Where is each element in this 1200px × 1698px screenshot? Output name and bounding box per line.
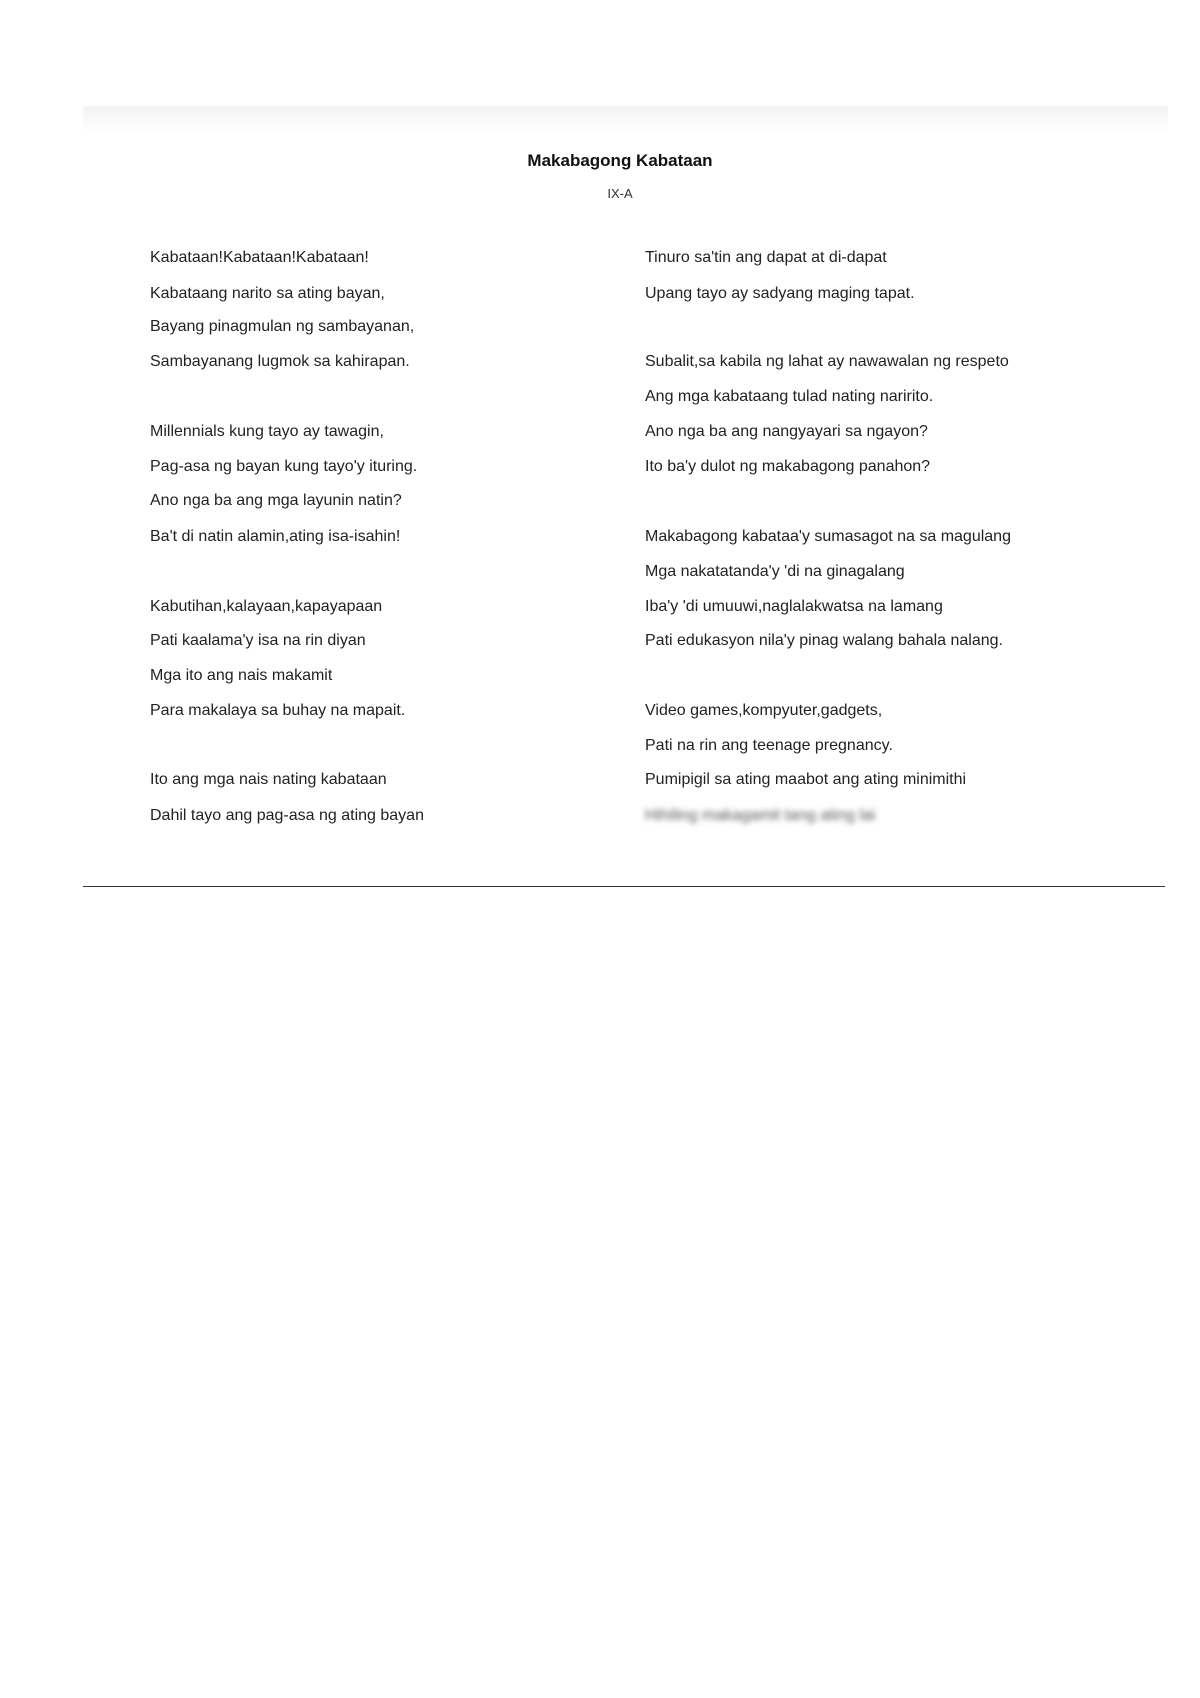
poem-line: Mga ito ang nais makamit <box>150 667 333 684</box>
poem-line: Subalit,sa kabila ng lahat ay nawawalan ng respeto <box>645 353 1009 370</box>
poem-line: Dahil tayo ang pag-asa ng ating bayan <box>150 807 424 824</box>
poem-line: Kabutihan,kalayaan,kapayapaan <box>150 598 383 615</box>
poem-line: Pati na rin ang teenage pregnancy. <box>645 737 893 754</box>
poem-line: Ano nga ba ang mga layunin natin? <box>150 492 402 509</box>
poem-line: Millennials kung tayo ay tawagin, <box>150 423 384 440</box>
poem-line: Kabataang narito sa ating bayan, <box>150 285 385 302</box>
poem-line: Pati kaalama'y isa na rin diyan <box>150 632 366 649</box>
poem-line: Sambayanang lugmok sa kahirapan. <box>150 353 410 370</box>
poem-line: Ang mga kabataang tulad nating naririto. <box>645 388 934 405</box>
poem-line: Tinuro sa'tin ang dapat at di-dapat <box>645 249 887 266</box>
page-top-shade <box>83 106 1168 134</box>
horizontal-divider <box>83 886 1165 887</box>
poem-line: Iba'y 'di umuuwi,naglalakwatsa na lamang <box>645 598 943 615</box>
poem-line-blurred: Hihiling makagamit tang ating lai <box>645 807 876 824</box>
poem-line: Pati edukasyon nila'y pinag walang bahala nalang. <box>645 632 1003 649</box>
poem-line: Mga nakatatanda'y 'di na ginagalang <box>645 563 905 580</box>
poem-line: Makabagong kabataa'y sumasagot na sa magulang <box>645 528 1011 545</box>
poem-line: Ito ang mga nais nating kabataan <box>150 771 387 788</box>
poem-title: Makabagong Kabataan <box>527 151 713 170</box>
poem-line: Bayang pinagmulan ng sambayanan, <box>150 318 415 335</box>
poem-line: Pumipigil sa ating maabot ang ating minimithi <box>645 771 967 788</box>
poem-line: Para makalaya sa buhay na mapait. <box>150 702 406 719</box>
poem-line: Kabataan!Kabataan!Kabataan! <box>150 249 369 266</box>
poem-line: Ito ba'y dulot ng makabagong panahon? <box>645 458 931 475</box>
poem-line: Ba't di natin alamin,ating isa-isahin! <box>150 528 401 545</box>
poem-line: Ano nga ba ang nangyayari sa ngayon? <box>645 423 928 440</box>
poem-line: Video games,kompyuter,gadgets, <box>645 702 883 719</box>
poem-line: Pag-asa ng bayan kung tayo'y ituring. <box>150 458 418 475</box>
poem-line: Upang tayo ay sadyang maging tapat. <box>645 285 915 302</box>
section-label: IX-A <box>607 186 633 201</box>
